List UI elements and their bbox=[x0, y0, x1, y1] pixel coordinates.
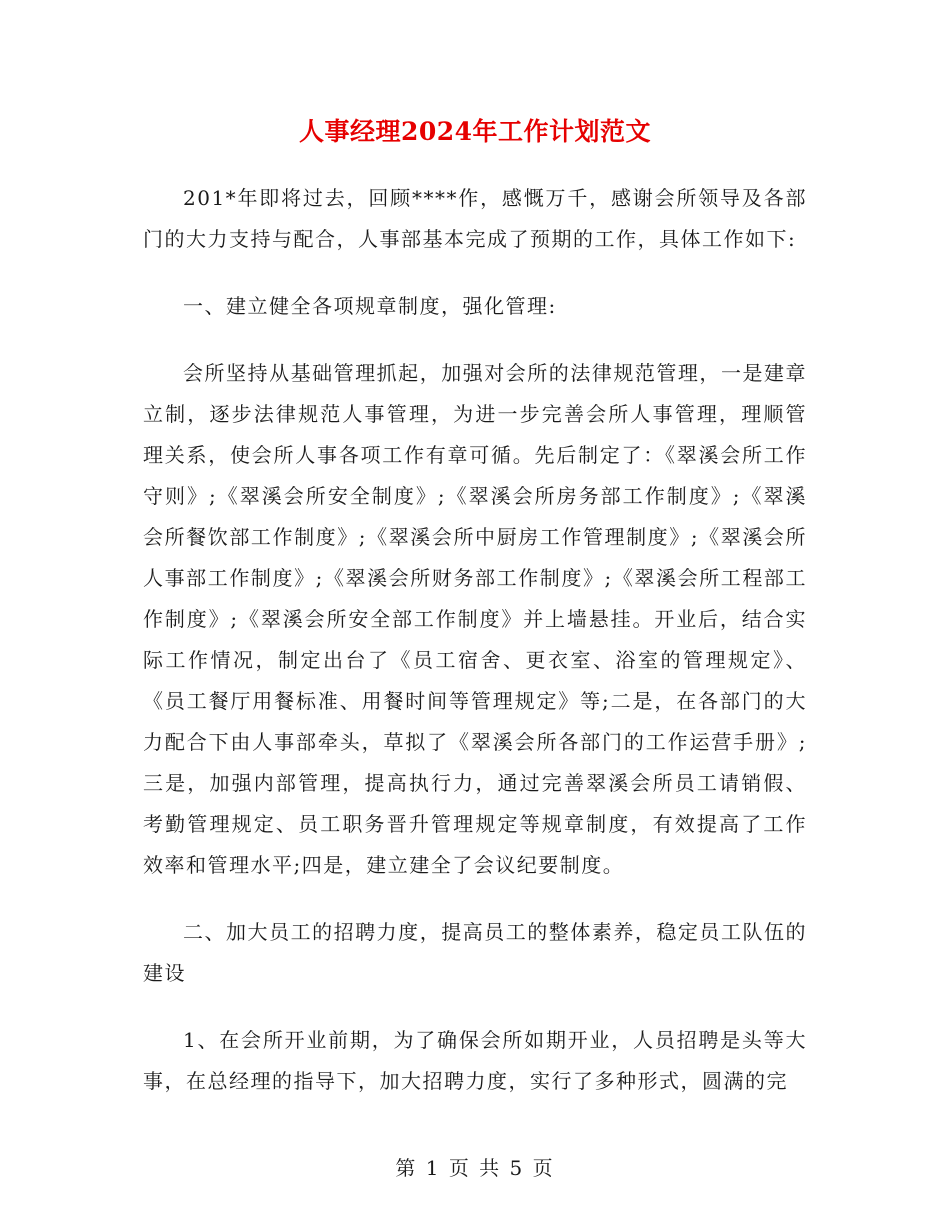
paragraph-intro: 201*年即将过去，回顾****作，感慨万千，感谢会所领导及各部门的大力支持与配合，人事部基本完成了预期的工作，具体工作如下: bbox=[143, 186, 807, 251]
paragraph-recruitment: 1、在会所开业前期，为了确保会所如期开业，人员招聘是头等大事，在总经理的指导下，加大招聘力度，实行了多种形式，圆满的完 bbox=[143, 1028, 807, 1093]
section-heading-1: 一、建立健全各项规章制度，强化管理: bbox=[183, 294, 557, 318]
document-title: 人事经理2024年工作计划范文 bbox=[298, 117, 652, 146]
page-number-footer: 第 1 页 共 5 页 bbox=[395, 1156, 555, 1180]
section-heading-2: 二、加大员工的招聘力度，提高员工的整体素养，稳定员工队伍的建设 bbox=[143, 920, 807, 985]
paragraph-regulations: 会所坚持从基础管理抓起，加强对会所的法律规范管理，一是建章立制，逐步法律规范人事管理，为进一步完善会所人事管理，理顺管理关系，使会所人事各项工作有章可循。先后制定了：《翠溪会所工作守则》;《翠溪会所安全制度》;《翠溪会所房务部工作制度》;《翠溪会所餐饮部工作制度》;《翠溪会所中厨房工作管理制度》;《翠溪会所人事部工作制度》;《翠溪会所财务部工作制度》;《翠溪会所工程部工作制度》;《翠溪会所安全部工作制度》并上墙悬挂。开业后，结合实际工作情况，制定出台了《员工宿舍、更衣室、浴室的管理规定》、《员工餐厅用餐标准、用餐时间等管理规定》等;二是，在各部门的大力配合下由人事部牵头，草拟了《翠溪会所各部门的工作运营手册》;三是，加强内部管理，提高执行力，通过完善翠溪会所员工请销假、考勤管理规定、员工职务晋升管理规定等规章制度，有效提高了工作效率和管理水平;四是，建立建全了会议纪要制度。 bbox=[143, 361, 807, 877]
document-body bbox=[143, 178, 807, 1128]
